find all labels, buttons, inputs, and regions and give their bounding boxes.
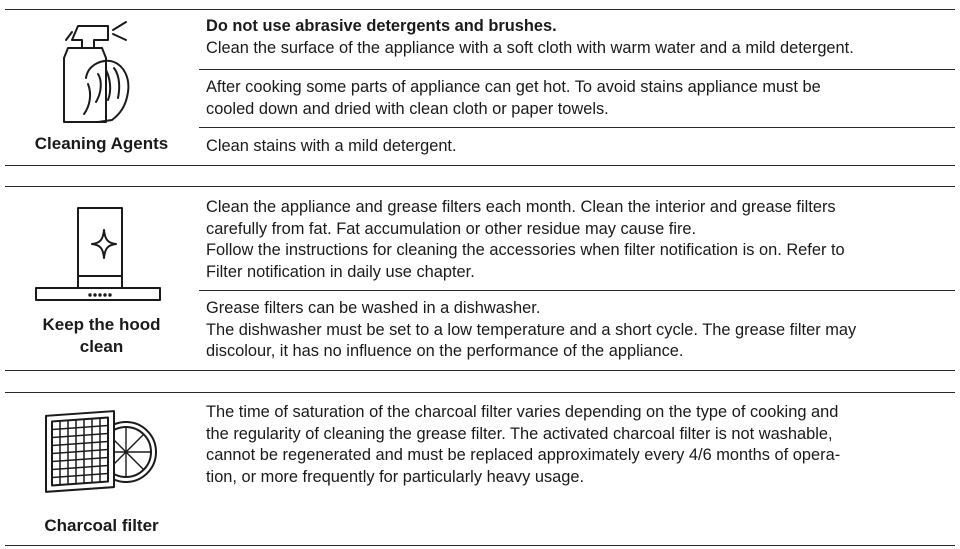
spray-cleaning-icon: [58, 18, 138, 130]
text-line: The dishwasher must be set to a low temperature and a short cycle. The grease filter may: [206, 320, 857, 339]
text-line: Clean the appliance and grease filters each month. Clean the interior and grease filters: [206, 198, 836, 216]
section-top-rule: [5, 392, 955, 393]
section-label: Cleaning Agents: [34, 134, 169, 153]
text-line: Clean stains with a mild detergent.: [206, 137, 457, 155]
charcoal-filter-icon: [40, 402, 160, 508]
section-top-rule: [5, 186, 955, 187]
text-line: Follow the instructions for cleaning the accessories when filter notification is on. Refer to: [206, 241, 845, 259]
warning-heading: Do not use abrasive detergents and brushes.: [206, 17, 557, 35]
text-line: cannot be regenerated and must be replaced approximately every 4/6 months of opera-: [206, 446, 841, 464]
section-bottom-rule: [5, 545, 955, 546]
section-label: Keep the hood clean: [42, 315, 161, 356]
text-line: Grease filters can be washed in a dishwasher.: [206, 299, 541, 317]
text-line: Clean the surface of the appliance with a soft cloth with warm water and a mild detergent.: [206, 38, 854, 57]
cleaning-row-1: [206, 16, 948, 59]
hood-row-2: [206, 298, 948, 363]
cleaning-row-3: [206, 136, 948, 158]
text-line: tion, or more frequently for particularly heavy usage.: [206, 467, 585, 486]
hood-clean-icon: [34, 206, 164, 308]
cleaning-row-2: [206, 77, 948, 120]
section-bottom-rule: [5, 370, 955, 371]
section-top-rule: [5, 9, 955, 10]
row-divider: [199, 290, 955, 291]
charcoal-row-1: [206, 402, 948, 488]
text-line: carefully from fat. Fat accumulation or other residue may cause fire.: [206, 219, 697, 238]
section-bottom-rule: [5, 165, 955, 166]
text-line: the regularity of cleaning the grease filter. The activated charcoal filter is not washable,: [206, 424, 833, 443]
text-line: cooled down and dried with clean cloth or paper towels.: [206, 99, 609, 118]
text-line: Filter notification in daily use chapter.: [206, 262, 475, 281]
hood-row-1: [206, 197, 948, 283]
text-line: After cooking some parts of appliance can get hot. To avoid stains appliance must be: [206, 78, 821, 96]
text-line: The time of saturation of the charcoal filter varies depending on the type of cooking and: [206, 403, 839, 421]
text-line: discolour, it has no influence on the performance of the appliance.: [206, 342, 684, 360]
row-divider: [199, 69, 955, 70]
section-label: Charcoal filter: [44, 516, 159, 535]
row-divider: [199, 127, 955, 128]
